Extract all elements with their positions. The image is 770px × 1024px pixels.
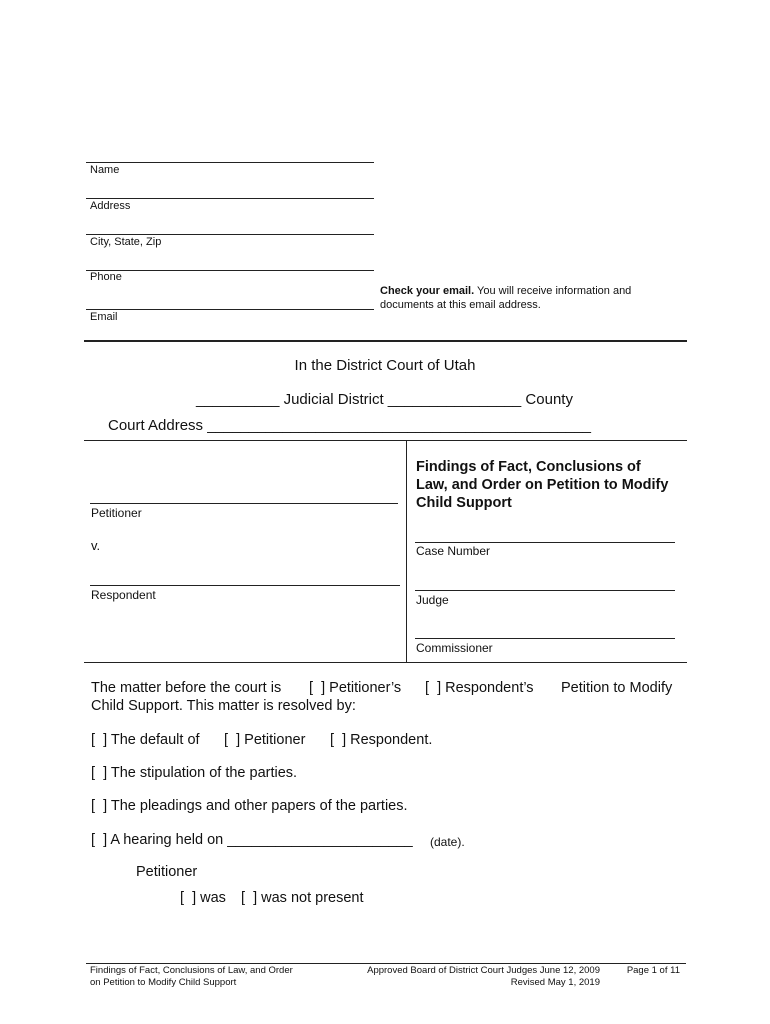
header-divider [84, 340, 687, 342]
footer-left-line-1: Findings of Fact, Conclusions of Law, and Order [90, 965, 293, 976]
footer-form-title [90, 965, 293, 989]
hearing-date-label: (date). [430, 835, 465, 849]
commissioner-line [415, 638, 675, 639]
email-note-line2: documents at this email address. [380, 299, 541, 311]
form-title-line-3: Child Support [416, 495, 512, 511]
caption-divider [406, 440, 407, 662]
address-label: Address [90, 200, 131, 212]
matter-text: The matter before the court is [91, 680, 282, 696]
was-present-checkbox[interactable]: [ ] was [180, 890, 226, 906]
court-address-line: Court Address ______________________________________________ [108, 417, 591, 434]
petitioner-label: Petitioner [91, 506, 142, 520]
form-title-line-1: Findings of Fact, Conclusions of [416, 459, 641, 475]
email-note-bold: Check your email. [380, 285, 475, 297]
name-line [86, 162, 374, 163]
default-respondent-checkbox[interactable]: [ ] Respondent. [330, 732, 433, 748]
footer-center-line-1: Approved Board of District Court Judges June 12, 2009 [367, 965, 600, 976]
commissioner-label: Commissioner [416, 641, 493, 655]
footer-approval [350, 965, 600, 989]
versus-label: v. [91, 538, 101, 553]
name-label: Name [90, 164, 120, 176]
city-state-zip-label: City, State, Zip [90, 236, 162, 248]
caption-top-rule [84, 440, 687, 441]
phone-line [86, 270, 374, 271]
judge-line [415, 590, 675, 591]
case-number-line [415, 542, 675, 543]
court-title: In the District Court of Utah [294, 357, 476, 374]
footer-center-line-2: Revised May 1, 2019 [510, 977, 600, 988]
city-line [86, 234, 374, 235]
judge-label: Judge [416, 593, 449, 607]
petition-to-modify-text: Petition to Modify [561, 680, 673, 696]
caption-bottom-rule [84, 662, 687, 663]
matter-line-2: Child Support. This matter is resolved by: [91, 698, 356, 714]
respondent-label: Respondent [91, 588, 156, 602]
footer-rule [86, 963, 686, 964]
petitioner-heading: Petitioner [136, 864, 198, 880]
form-title [416, 458, 668, 512]
address-line [86, 198, 374, 199]
default-of-checkbox[interactable]: [ ] The default of [91, 732, 200, 748]
email-note-rest: You will receive information and [474, 285, 632, 297]
email-line [86, 309, 374, 310]
default-petitioner-checkbox[interactable]: [ ] Petitioner [224, 732, 306, 748]
petitioner-line [90, 503, 398, 504]
petitioner-checkbox[interactable]: [ ] Petitioner’s [309, 680, 402, 696]
footer-left-line-2: on Petition to Modify Child Support [90, 977, 237, 988]
email-note [380, 284, 680, 312]
respondent-line [90, 585, 400, 586]
phone-label: Phone [90, 271, 122, 283]
form-title-line-2: Law, and Order on Petition to Modify [416, 477, 669, 493]
email-label: Email [90, 311, 118, 323]
respondent-checkbox[interactable]: [ ] Respondent’s [425, 680, 534, 696]
pleadings-checkbox[interactable]: [ ] The pleadings and other papers of the parties. [91, 798, 408, 814]
district-county-line: __________ Judicial District ________________ County [196, 391, 573, 408]
hearing-checkbox[interactable]: [ ] A hearing held on _______________________ [91, 832, 413, 848]
case-number-label: Case Number [416, 544, 491, 558]
page-number: Page 1 of 11 [626, 965, 680, 976]
stipulation-checkbox[interactable]: [ ] The stipulation of the parties. [91, 765, 298, 781]
was-not-present-checkbox[interactable]: [ ] was not present [241, 890, 364, 906]
